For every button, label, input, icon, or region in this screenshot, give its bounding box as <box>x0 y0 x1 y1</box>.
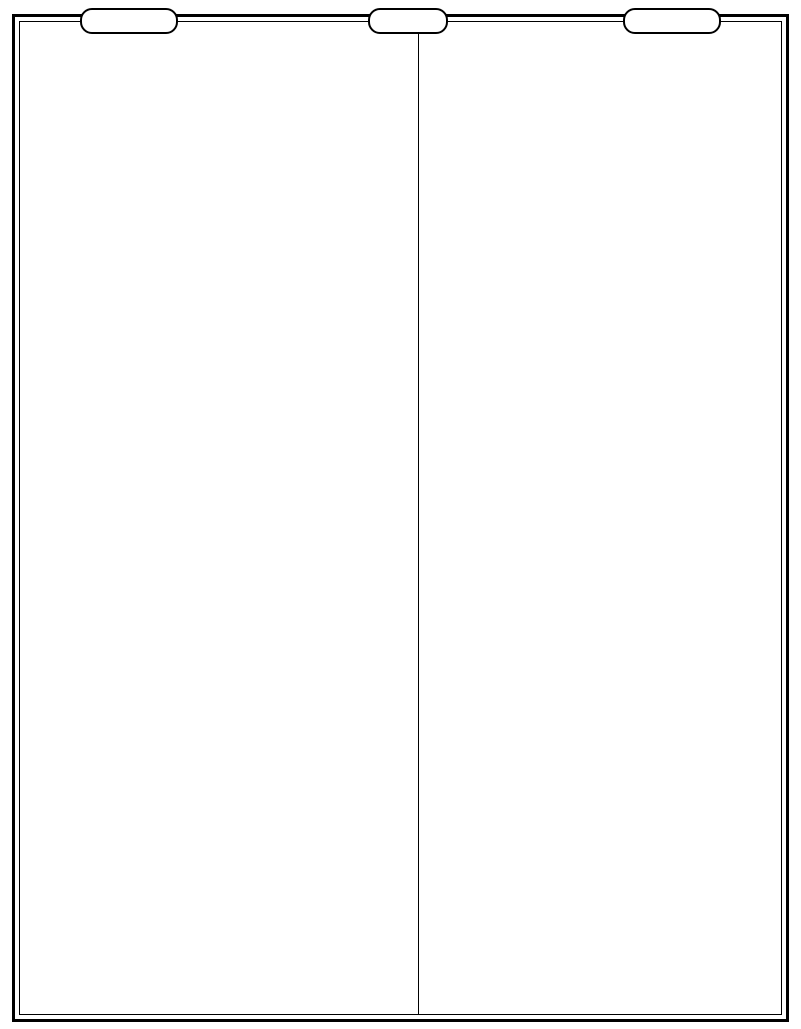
part-label <box>80 8 178 34</box>
surah-label <box>623 8 721 34</box>
quran-page <box>12 14 789 1022</box>
column-divider <box>418 32 419 1014</box>
page-number <box>368 8 448 34</box>
arabic-text-column <box>424 34 778 1014</box>
page-inner-frame <box>19 21 782 1015</box>
urdu-translation-column <box>26 34 412 1014</box>
